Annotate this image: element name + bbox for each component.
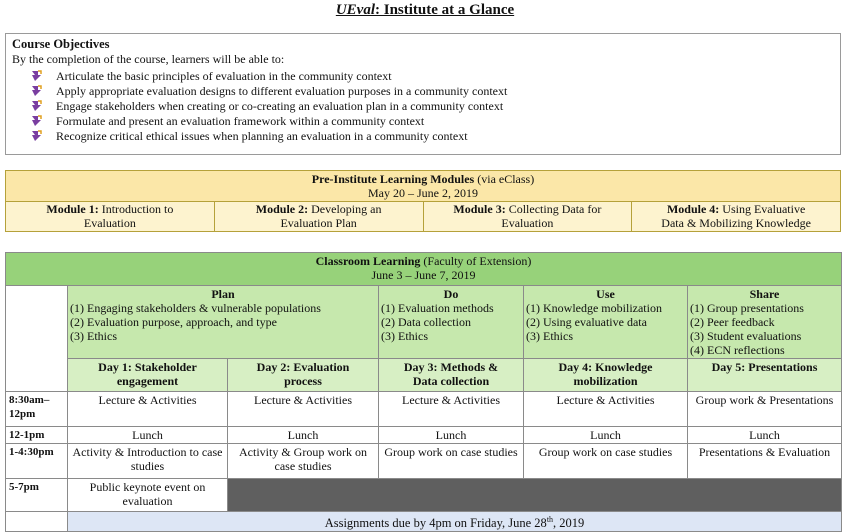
objective-item: Engage stakeholders when creating or co-creating an evaluation plan in a community context <box>30 99 834 114</box>
objectives-list <box>12 69 834 144</box>
course-objectives-box <box>5 33 841 155</box>
schedule-cell: Lecture & Activities <box>68 392 228 427</box>
assignments-footer: Assignments due by 4pm on Friday, June 28th, 2019 <box>68 512 842 532</box>
schedule-cell: Lecture & Activities <box>228 392 379 427</box>
gray-block <box>228 479 842 512</box>
time-label: 1-4:30pm <box>6 444 68 479</box>
day-header: Day 1: Stakeholder engagement <box>68 359 228 392</box>
title-brand: UEval <box>335 2 375 18</box>
module-cell: Module 4: Using Evaluative Data & Mobilizing Knowledge <box>632 201 841 232</box>
classroom-dates: June 3 – June 7, 2019 <box>371 268 476 282</box>
time-label: 5-7pm <box>6 479 68 512</box>
objective-item: Apply appropriate evaluation designs to different evaluation purposes in a community context <box>30 84 834 99</box>
time-label: 8:30am–12pm <box>6 392 68 427</box>
keynote-cell: Public keynote event on evaluation <box>68 479 228 512</box>
classroom-learning-table <box>5 252 842 532</box>
schedule-cell: Lunch <box>379 427 524 444</box>
objective-item: Formulate and present an evaluation framework within a community context <box>30 114 834 129</box>
schedule-cell: Group work on case studies <box>524 444 688 479</box>
schedule-cell: Presentations & Evaluation <box>688 444 842 479</box>
objective-item: Recognize critical ethical issues when planning an evaluation in a community context <box>30 129 834 144</box>
schedule-cell: Lunch <box>228 427 379 444</box>
schedule-cell: Lunch <box>688 427 842 444</box>
objectives-heading: Course Objectives <box>12 37 110 51</box>
schedule-cell: Group work on case studies <box>379 444 524 479</box>
arrow-bullet-icon <box>30 115 42 127</box>
phase-do: Do (1) Evaluation methods (2) Data collection (3) Ethics <box>379 286 524 359</box>
module-cell: Module 2: Developing an Evaluation Plan <box>214 201 423 232</box>
day-header: Day 5: Presentations <box>688 359 842 392</box>
pre-institute-header: Pre-Institute Learning Modules (via eClass) May 20 – June 2, 2019 <box>6 171 841 202</box>
schedule-cell: Activity & Introduction to case studies <box>68 444 228 479</box>
title-rest: : Institute at a Glance <box>375 2 515 18</box>
day-header: Day 3: Methods & Data collection <box>379 359 524 392</box>
objective-item: Articulate the basic principles of evaluation in the community context <box>30 69 834 84</box>
schedule-cell: Lecture & Activities <box>524 392 688 427</box>
day-header: Day 4: Knowledge mobilization <box>524 359 688 392</box>
module-cell: Module 1: Introduction to Evaluation <box>6 201 215 232</box>
objectives-intro: By the completion of the course, learners will be able to: <box>12 52 285 66</box>
day-header: Day 2: Evaluation process <box>228 359 379 392</box>
phase-use: Use (1) Knowledge mobilization (2) Using evaluative data (3) Ethics <box>524 286 688 359</box>
schedule-cell: Lecture & Activities <box>379 392 524 427</box>
time-label: 12-1pm <box>6 427 68 444</box>
module-cell: Module 3: Collecting Data for Evaluation <box>423 201 632 232</box>
pre-institute-table <box>5 170 841 232</box>
arrow-bullet-icon <box>30 100 42 112</box>
arrow-bullet-icon <box>30 85 42 97</box>
page-title <box>0 2 850 19</box>
classroom-header: Classroom Learning (Faculty of Extension) June 3 – June 7, 2019 <box>6 253 842 286</box>
schedule-cell: Group work & Presentations <box>688 392 842 427</box>
phase-plan: Plan (1) Engaging stakeholders & vulnerable populations (2) Evaluation purpose, approach, and type (3) Ethics <box>68 286 379 359</box>
pre-institute-dates: May 20 – June 2, 2019 <box>368 185 478 200</box>
schedule-cell: Lunch <box>68 427 228 444</box>
phase-share: Share (1) Group presentations (2) Peer feedback (3) Student evaluations (4) ECN reflections <box>688 286 842 359</box>
arrow-bullet-icon <box>30 70 42 82</box>
schedule-cell: Lunch <box>524 427 688 444</box>
arrow-bullet-icon <box>30 130 42 142</box>
schedule-cell: Activity & Group work on case studies <box>228 444 379 479</box>
